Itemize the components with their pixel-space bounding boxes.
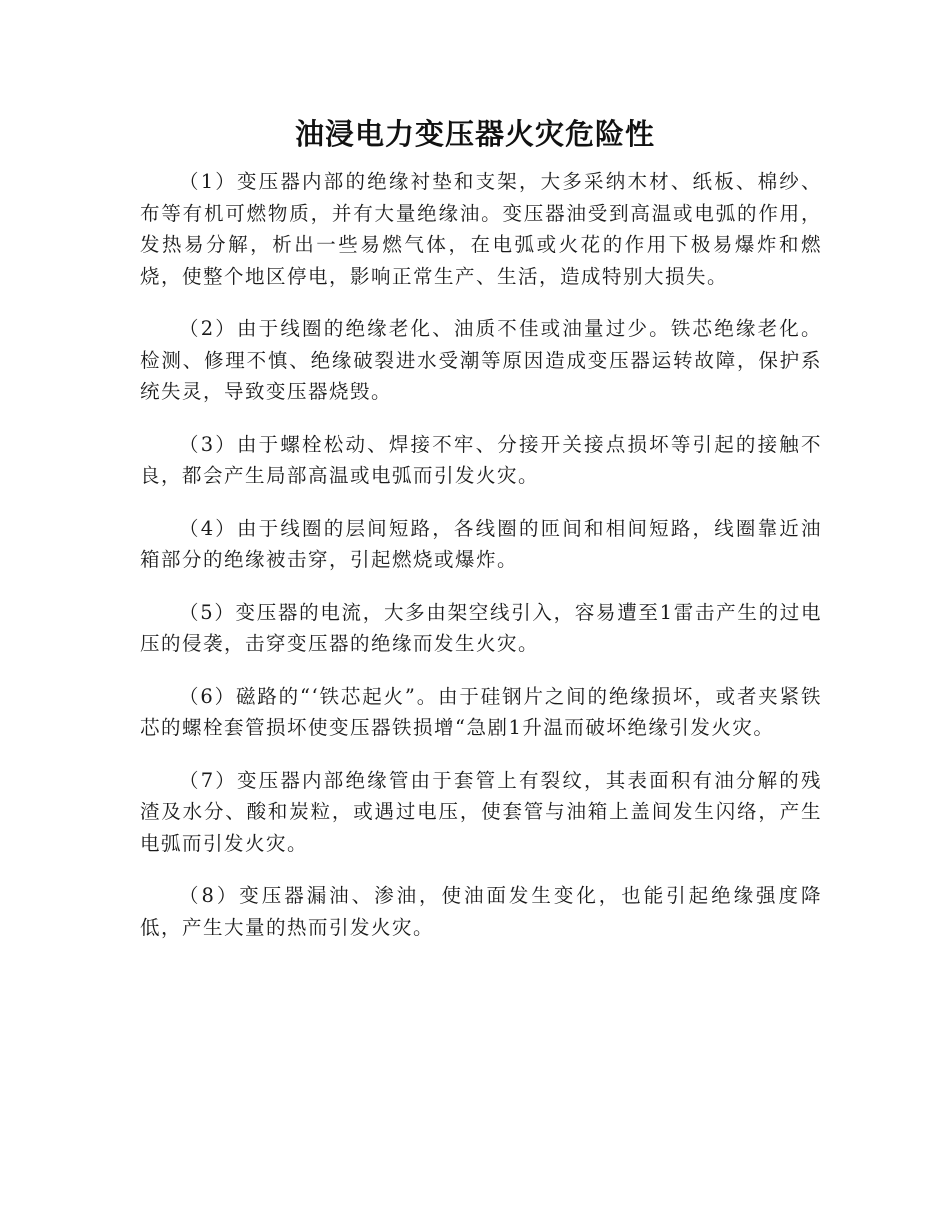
paragraph-7: （7）变压器内部绝缘管由于套管上有裂纹，其表面积有油分解的残渣及水分、酸和炭粒，或遇过电压，使套管与油箱上盖间发生闪络，产生电弧而引发火灾。 [140,768,822,855]
paragraph-4: （4）由于线圈的层间短路，各线圈的匝间和相间短路，线圈靠近油箱部分的绝缘被击穿，引起燃烧或爆炸。 [140,516,822,571]
paragraph-6: （6）磁路的“‘铁芯起火”。由于硅钢片之间的绝缘损坏，或者夹紧铁芯的螺栓套管损坏使变压器铁损增“急剧1升温而破坏绝缘引发火灾。 [140,684,822,739]
document-body [140,166,822,964]
paragraph-1: （1）变压器内部的绝缘衬垫和支架，大多采纳木材、纸板、棉纱、布等有机可燃物质，并有大量绝缘油。变压器油受到高温或电弧的作用，发热易分解，析出一些易燃气体，在电弧或火花的作用下极易爆炸和燃烧，使整个地区停电，影响正常生产、生活，造成特别大损失。 [140,170,822,288]
document-title: 油浸电力变压器火灾危险性 [294,117,655,151]
paragraph-2: （2）由于线圈的绝缘老化、油质不佳或油量过少。铁芯绝缘老化。检测、修理不慎、绝缘破裂进水受潮等原因造成变压器运转故障，保护系统失灵，导致变压器烧毁。 [140,317,822,403]
paragraph-5: （5）变压器的电流，大多由架空线引入，容易遭至1雷击产生的过电压的侵袭，击穿变压器的绝缘而发生火灾。 [140,600,822,655]
paragraph-3: （3）由于螺栓松动、焊接不牢、分接开关接点损坏等引起的接触不良，都会产生局部高温或电弧而引发火灾。 [140,432,822,487]
paragraph-8: （8）变压器漏油、渗油，使油面发生变化，也能引起绝缘强度降低，产生大量的热而引发火灾。 [140,884,822,939]
